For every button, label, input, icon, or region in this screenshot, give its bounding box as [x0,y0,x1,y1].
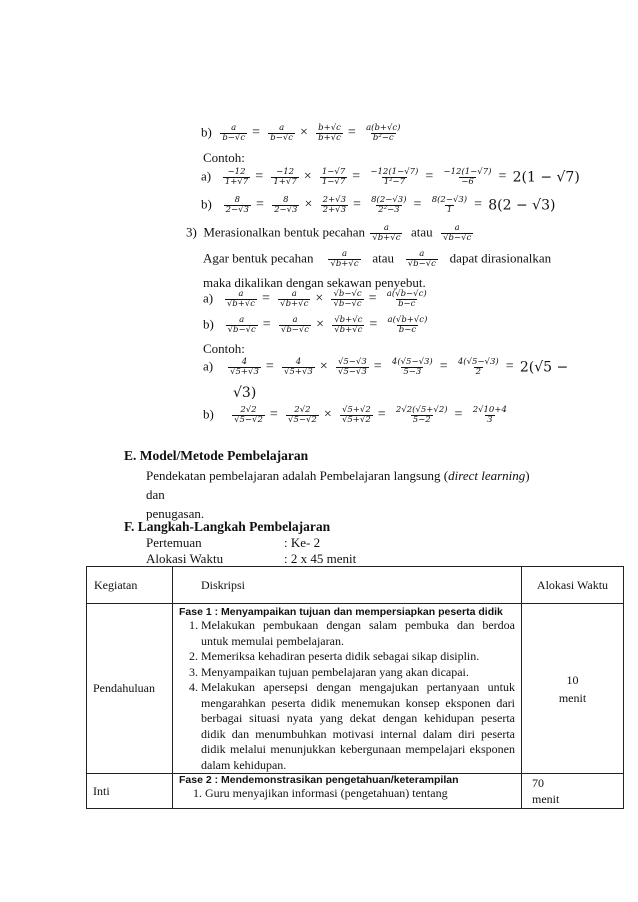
list-item: 1. Melakukan pembukaan dengan salam pembuka dan berdoa untuk memulai pembelajaran. [201,618,515,649]
fraction: $\frac{2√2(√5+√2)}{5-2}$ [395,405,448,425]
fraction: $\frac{√5+√2}{√5+√2}$ [341,405,371,425]
label-a: a) [203,290,214,306]
formula-b-rationalize: b) $\frac{a}{b-√c}$ = $\frac{a}{b-√c}$ × $\frac{b+√c}{b+√c}$ = $\frac{a(b+√c)}{\text{b²−c}}$ [201,123,401,143]
fraction: $\frac{a}{√b+√c}$ [280,289,309,309]
header-kegiatan: Kegiatan [87,567,173,604]
fraction: $\frac{a}{√b-√c}$ [280,315,310,335]
langkah-table [86,566,624,809]
list-item: 4. Melakukan apersepsi dengan mengajukan pertanyaan untuk mengarahkan peserta didik menemukan konsep eksponen dari berbagai situasi nyata yang dekat dengan kehidupan peserta didik dan menumbuhkan motivasi internal dalam diri peserta didik melalui menunjukkan kebergunaan mempelajari eksponen dalam kehidupan. [201,680,515,773]
item-3-text: Merasionalkan bentuk pecahan [203,224,366,240]
header-deskripsi: Diskripsi [173,567,522,604]
fraction: $\frac{a}{b-√c}$ [270,123,293,143]
fraction: $\frac{a}{√b+√c}$ [372,223,401,243]
deskripsi-cell [173,604,522,774]
fraction: $\frac{a}{√b-√c}$ [407,249,436,269]
label-b: b) [201,196,212,212]
section-e-body [146,466,546,523]
waktu-cell [522,604,624,774]
example-a: a) $\frac{-12}{1+√7}$ = $\frac{-12}{1+√7}$ × $\frac{1-√7}{1-√7}$ = $\frac{-12(1-√7)}{\text{1²−7}}$ = $\frac{-12(1-√7)}{-6}$ = 2(1 − √7) [201,167,580,187]
kegiatan-cell: Inti [87,774,173,809]
fraction: $\frac{1-√7}{1-√7}$ [321,167,346,187]
fraction: $\frac{4}{√5+√3}$ [230,357,259,377]
result: 2(√5 − [519,359,569,376]
label-b: b) [203,406,214,422]
fraction: $\frac{a(√b-√c)}{b-c}$ [386,289,427,309]
fraction: $\frac{2√10+4}{3}$ [472,405,507,425]
list-item: 2. Memeriksa kehadiran peserta didik sebagai sikap disiplin. [201,649,515,665]
fraction: $\frac{2√2}{√5-√2}$ [234,405,263,425]
section-e-text: Pendekatan pembelajaran adalah Pembelajaran langsung ( [146,468,449,483]
rule-a: a) $\frac{a}{√b+√c}$ = $\frac{a}{√b+√c}$ × $\frac{√b-√c}{√b-√c}$ = $\frac{a(√b-√c)}{b-c}$ [203,289,427,309]
item-3 [186,224,475,243]
agar-text: Agar bentuk pecahan [203,250,314,266]
fraction: $\frac{√b+√c}{√b+√c}$ [334,315,363,335]
example2-a: a) $\frac{4}{√5+√3}$ = $\frac{4}{√5+√3}$ × $\frac{√5-√3}{√5-√3}$ = $\frac{4(√5-√3)}{5-3}$ = $\frac{4(√5-√3)}{2}$ = 2(√5 − [203,357,569,377]
fraction: $\frac{4(√5-√3)}{5-3}$ [391,357,433,377]
pertemuan-value: : Ke- 2 [284,535,321,550]
agar-line2: maka dikalikan dengan sekawan penyebut. [203,275,426,290]
fraction: $\frac{a(b+√c)}{\text{b²−c}}$ [366,123,401,143]
section-f-title: F. Langkah-Langkah Pembelajaran [124,519,331,534]
alokasi-value: : 2 x 45 menit [284,551,357,566]
label-b: b) [201,124,212,140]
section-e-text-3: penugasan. [146,506,205,521]
fraction: $\frac{a}{b-√c}$ [222,123,246,143]
fraction: $\frac{8}{2-√3}$ [225,195,249,215]
table-row [87,604,624,774]
pertemuan-label: Pertemuan [146,535,202,550]
fraction: $\frac{2√2}{√5-√2}$ [288,405,317,425]
agar-text-2: dapat dirasionalkan [449,250,552,266]
fraction: $\frac{a}{√b+√c}$ [226,289,256,309]
result-continued: √3) [233,385,257,401]
waktu-number: 70 [532,776,544,790]
atau-text: atau [372,250,395,266]
waktu-number: 10 [566,672,579,687]
deskripsi-cell [173,774,522,809]
label-3: 3) [186,224,197,240]
fraction: $\frac{-12(1-√7)}{\text{1²−7}}$ [370,167,419,187]
contoh-label: Contoh: [203,150,245,165]
fraction: $\frac{4}{√5+√3}$ [284,357,313,377]
section-e-italic: direct learning [448,468,526,483]
fraction: $\frac{-12}{1+√7}$ [224,167,249,187]
header-alokasi: Alokasi Waktu [522,567,624,604]
label-a: a) [203,358,214,374]
waktu-unit: menit [532,792,560,806]
fase-title: Fase 1 : Menyampaikan tujuan dan mempersiapkan peserta didik [179,606,503,618]
fraction: $\frac{a(√b+√c)}{b-c}$ [387,315,428,335]
fraction: $\frac{-12}{1+√7}$ [273,167,297,187]
fraction: $\frac{√b-√c}{√b-√c}$ [333,289,362,309]
step-list [179,786,515,802]
list-item: 1. Guru menyajikan informasi (pengetahuan) tentang [205,786,515,802]
rule-b: b) $\frac{a}{√b-√c}$ = $\frac{a}{√b-√c}$ × $\frac{√b+√c}{√b+√c}$ = $\frac{a(√b+√c)}{b-c}$ [203,315,428,335]
table-row [87,774,624,809]
alokasi-label: Alokasi Waktu [146,551,224,566]
waktu-cell [522,774,624,809]
contoh-label-2: Contoh: [203,341,245,356]
label-b: b) [203,316,214,332]
example2-b: b) $\frac{2√2}{√5-√2}$ = $\frac{2√2}{√5-√2}$ × $\frac{√5+√2}{√5+√2}$ = $\frac{2√2(√5+√2)}{5-2}$ = $\frac{2√10+4}{3}$ [203,405,507,425]
fraction: $\frac{a}{√b+√c}$ [330,249,359,269]
fraction: $\frac{8(2-√3)}{1}$ [431,195,468,215]
fraction: $\frac{8}{2-√3}$ [274,195,298,215]
result: 8(2 − √3) [488,197,556,214]
waktu-unit: menit [558,690,587,705]
step-list [179,618,515,773]
result: 2(1 − √7) [512,169,580,186]
fraction: $\frac{a}{√b-√c}$ [227,315,256,335]
example-b: b) $\frac{8}{2-√3}$ = $\frac{8}{2-√3}$ × $\frac{2+√3}{2+√3}$ = $\frac{8(2-√3)}{\text{2²−3}}$ = $\frac{8(2-√3)}{1}$ = 8(2 − √3) [201,195,556,215]
fase-title: Fase 2 : Mendemonstrasikan pengetahuan/keterampilan [179,774,459,786]
fraction: $\frac{b+√c}{b+√c}$ [318,123,341,143]
label-a: a) [201,168,212,184]
section-e-text-2: ) dan [146,468,530,502]
agar-paragraph [203,249,552,269]
fraction: $\frac{-12(1-√7)}{-6}$ [443,167,492,187]
fraction: $\frac{4(√5-√3)}{2}$ [457,357,499,377]
fraction: $\frac{2+√3}{2+√3}$ [322,195,346,215]
atau-text: atau [410,224,433,240]
table-header-row [87,567,624,604]
fraction: $\frac{8(2-√3)}{\text{2²−3}}$ [371,195,407,215]
fraction: $\frac{a}{√b-√c}$ [443,223,472,243]
list-item: 3. Menyampaikan tujuan pembelajaran yang akan dicapai. [201,665,515,681]
kegiatan-cell: Pendahuluan [87,604,173,774]
section-e-title: E. Model/Metode Pembelajaran [124,448,309,463]
fraction: $\frac{√5-√3}{√5-√3}$ [337,357,367,377]
